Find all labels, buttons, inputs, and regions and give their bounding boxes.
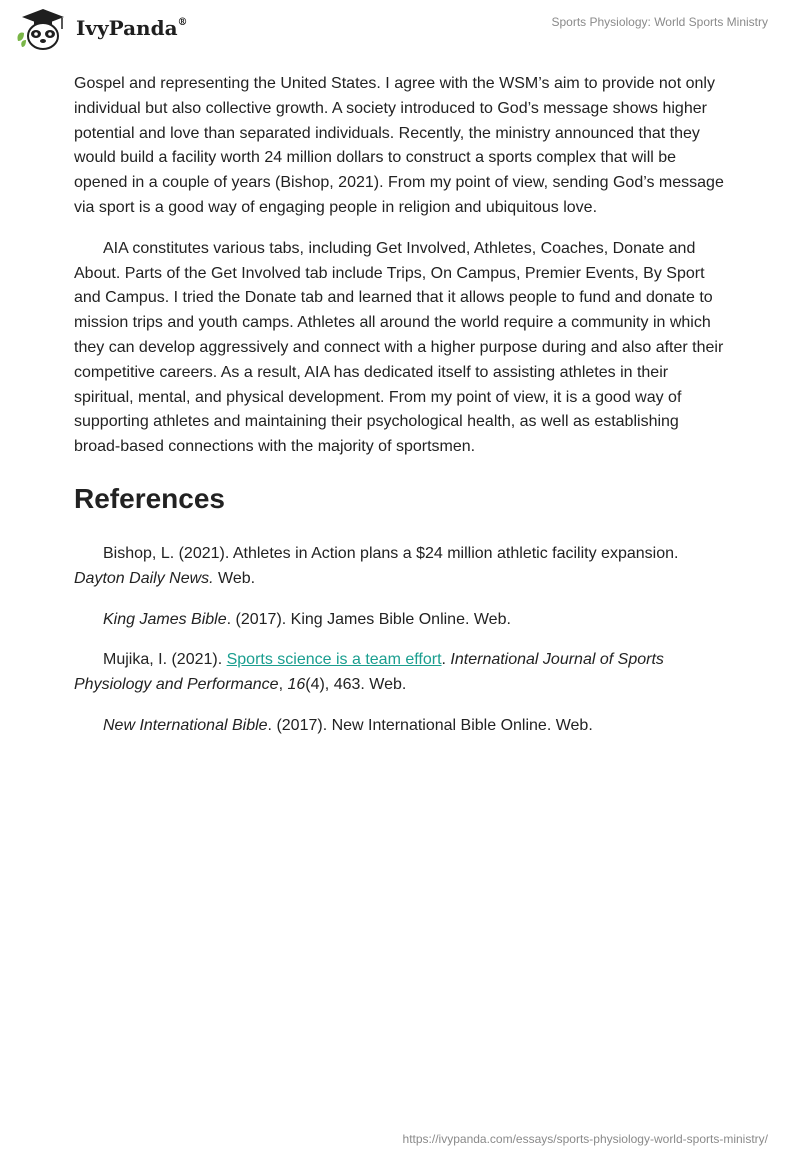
document-title: Sports Physiology: World Sports Ministry (551, 15, 768, 29)
reference-item: King James Bible. (2017). King James Bible Online. Web. (103, 610, 511, 628)
brand-name: IvyPanda® (76, 16, 188, 40)
references-heading: References (74, 482, 225, 514)
body-paragraph: AIA constitutes various tabs, including Get Involved, Athletes, Coaches, Donate and About. Parts of the Get Involved tab include Trips, On Campus, Premier Events, By Sport and Campus. I tried the Donate tab and learned that it allows people to fund and donate to mission trips and youth camps. Athletes all around the world require a community in which they can develop aggressively and connect with a higher purpose during and also after their competitive careers. As a result, AIA has dedicated itself to assisting athletes in their spiritual, mental, and physical development. From my point of view, it is a good way of supporting athletes and maintaining their psychological health, as well as establishing broad-based connections with the majority of sportsmen. (74, 239, 724, 456)
reference-link[interactable]: Sports science is a team effort (226, 651, 442, 669)
essay-content (74, 72, 726, 739)
body-paragraph: Gospel and representing the United States. I agree with the WSM’s aim to provide not only individual but also collective growth. A society introduced to God’s message shows higher potential and love than separated individuals. Recently, the ministry announced that they would build a facility worth 24 million dollars to construct a sports complex that will be opened in a couple of years (Bishop, 2021). From my point of view, sending God’s message via sport is a good way of engaging people in religion and ubiquitous love. (74, 75, 724, 216)
source-url[interactable]: https://ivypanda.com/essays/sports-physiology-world-sports-ministry/ (402, 1132, 768, 1146)
reference-item: Bishop, L. (2021). Athletes in Action plans a $24 million athletic facility expansion. Dayton Daily News. Web. (74, 544, 679, 587)
reference-item: New International Bible. (2017). New International Bible Online. Web. (103, 716, 593, 734)
ivypanda-logo[interactable] (14, 7, 188, 51)
page-header (0, 0, 800, 60)
panda-graduate-icon (14, 7, 72, 51)
reference-item: Mujika, I. (2021). Sports science is a team effort. International Journal of Sports Physiology and Performance, 16(4), 463. Web. (74, 651, 664, 694)
